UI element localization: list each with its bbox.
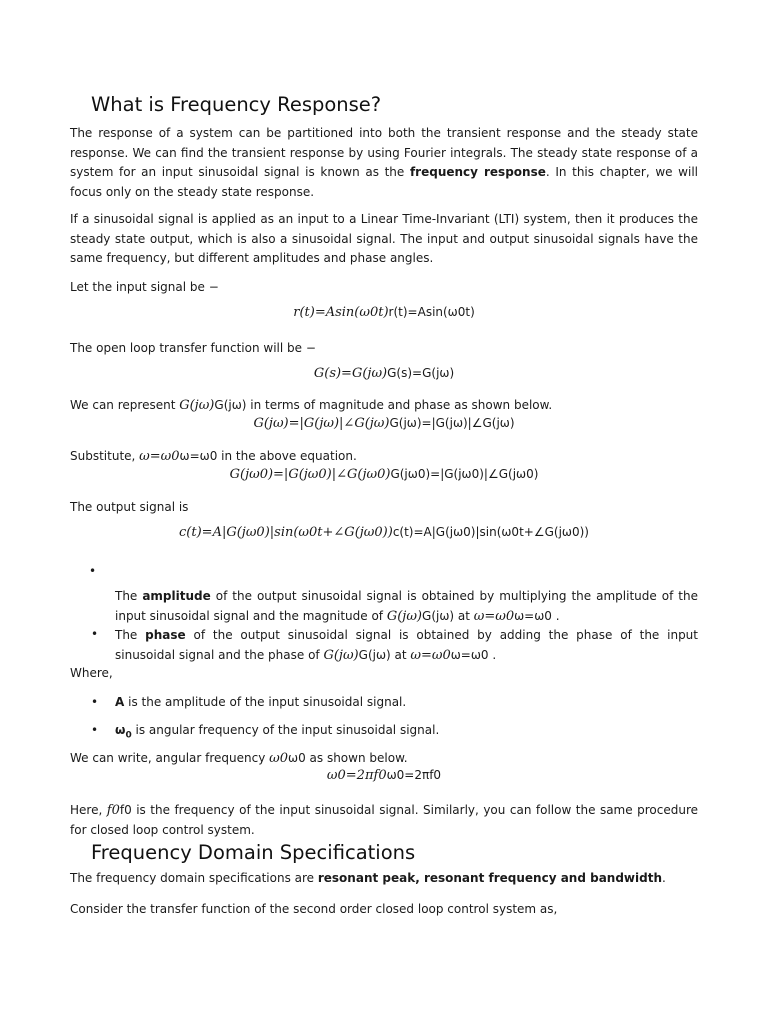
angular-text-b: as shown below. [305, 751, 408, 765]
amplitude-text-a: The [115, 589, 143, 603]
symbol-a: A [115, 695, 125, 709]
bullet-dot-phase: • [91, 627, 99, 641]
bullet-dot-omega: • [91, 723, 99, 737]
eq6-math: ω0=2πf0 [326, 768, 387, 783]
amplitude-plain2: ω=ω0 [514, 608, 552, 623]
angular-frequency-line [70, 751, 408, 766]
transfer-function-intro: Consider the transfer function of the second order closed loop control system as, [70, 902, 558, 916]
amplitude-text-d: . [551, 608, 560, 623]
phase-math1: G(jω) [323, 647, 359, 663]
empty-bullet: • [89, 564, 97, 578]
amplitude-plain1: G(jω) [422, 608, 455, 623]
eq4-plain: G(jω0)=|G(jω0)|∠G(jω0) [390, 467, 539, 481]
phase-text-a: The [115, 628, 146, 642]
where-label: Where, [70, 666, 113, 680]
specs-text-a: The frequency domain specifications are [70, 871, 318, 885]
eq3-math: G(jω)=|G(jω)|∠G(jω) [253, 416, 390, 431]
represent-plain: G(jω) [214, 398, 247, 412]
phase-text-d: . [488, 647, 497, 662]
phase-math2: ω=ω0 [410, 647, 451, 663]
amplitude-text-c: at [454, 608, 474, 623]
substitute-math: ω=ω0 [139, 449, 180, 464]
represent-text-a: We can represent [70, 398, 180, 412]
substitute-line [70, 449, 357, 464]
bullet-dot-a: • [91, 695, 99, 709]
phase-text-c: at [390, 647, 411, 662]
eq1-math: r(t)=Asin(ω0t) [293, 305, 389, 320]
substitute-text-a: Substitute, [70, 449, 140, 463]
equation-angular-frequency [70, 768, 698, 783]
input-signal-intro: Let the input signal be − [70, 280, 219, 294]
frequency-text-b: is the frequency of the input sinusoidal signal. Similarly, you can follow the same procedure for closed loop control system. [70, 803, 699, 837]
angular-math: ω0 [269, 751, 289, 766]
intro-text-b: . In this chapter, we will focus only on the steady state response. [70, 165, 698, 199]
symbol-omega-sub: 0 [125, 730, 132, 741]
bullet-a-text: is the amplitude of the input sinusoidal signal. [124, 695, 407, 709]
substitute-plain: ω=ω0 [179, 449, 218, 463]
amplitude-math1: G(jω) [386, 608, 423, 624]
frequency-text-a: Here, [70, 803, 107, 817]
equation-magnitude-phase [70, 416, 698, 431]
specs-line [70, 871, 666, 885]
represent-line [70, 398, 552, 413]
specs-text-b: . [662, 871, 666, 885]
amplitude-term: amplitude [142, 589, 211, 603]
phase-text-b: of the output sinusoidal signal is obtained by adding the phase of the input sinusoidal signal and the phase of [115, 628, 698, 662]
phase-plain2: ω=ω0 [450, 647, 489, 662]
specs-terms: resonant peak, resonant frequency and bandwidth [317, 871, 662, 885]
angular-text-a: We can write, angular frequency [70, 751, 270, 765]
equation-input-signal [70, 305, 698, 320]
symbol-omega: ω [115, 723, 126, 737]
bullet-omega-frequency [115, 723, 439, 740]
amplitude-math2: ω=ω0 [473, 608, 515, 624]
open-loop-intro: The open loop transfer function will be − [70, 341, 316, 355]
eq6-plain: ω0=2πf0 [386, 768, 442, 782]
output-signal-intro: The output signal is [70, 500, 189, 514]
eq3-plain: G(jω)=|G(jω)|∠G(jω) [389, 416, 515, 430]
represent-math: G(jω) [179, 398, 215, 413]
lti-paragraph: If a sinusoidal signal is applied as an input to a Linear Time-Invariant (LTI) system, then it produces the steady state output, which is also a sinusoidal signal. The input and output sinusoidal signals have the same frequency, but different amplitudes and phase angles. [70, 212, 698, 265]
represent-text-b: in terms of magnitude and phase as shown below. [246, 398, 553, 412]
eq4-math: G(jω0)=|G(jω0)|∠G(jω0) [229, 467, 391, 482]
section-title-frequency-response: What is Frequency Response? [91, 93, 382, 116]
eq5-math: c(t)=A|G(jω0)|sin(ω0t+∠G(jω0)) [179, 525, 393, 540]
intro-text-a: The response of a system can be partitioned into both the transient response and the steady state response. We can find the transient response by using Fourier integrals. The steady state response of a system for an input sinusoidal signal is known as the [70, 126, 698, 179]
eq2-math: G(s)=G(jω) [313, 366, 388, 381]
frequency-math: f0 [106, 803, 120, 818]
eq1-plain: r(t)=Asin⁡(ω0t) [388, 305, 475, 319]
phase-term: phase [145, 628, 186, 642]
equation-output-signal [70, 525, 698, 540]
bullet-omega-text: is angular frequency of the input sinusoidal signal. [131, 723, 440, 737]
amplitude-text-b: of the output sinusoidal signal is obtained by multiplying the amplitude of the input sinusoidal signal and the magnitude of [115, 589, 698, 623]
bullet-amplitude [115, 587, 698, 626]
bullet-phase [115, 626, 698, 665]
section-title-domain-specs: Frequency Domain Specifications [91, 841, 416, 864]
equation-substituted [70, 467, 698, 482]
phase-plain1: G(jω) [358, 647, 391, 662]
equation-open-loop [70, 366, 698, 381]
eq5-plain: c(t)=A|G(jω0)|sin⁡(ω0t+∠G(jω0)) [392, 525, 589, 539]
angular-plain: ω0 [288, 751, 306, 765]
frequency-paragraph [70, 801, 698, 840]
frequency-plain: f0 [119, 803, 132, 817]
bullet-a-amplitude [115, 695, 406, 709]
intro-paragraph [70, 124, 698, 202]
eq2-plain: G(s)=G(jω) [387, 366, 455, 380]
substitute-text-b: in the above equation. [217, 449, 357, 463]
frequency-response-term: frequency response [409, 165, 546, 179]
